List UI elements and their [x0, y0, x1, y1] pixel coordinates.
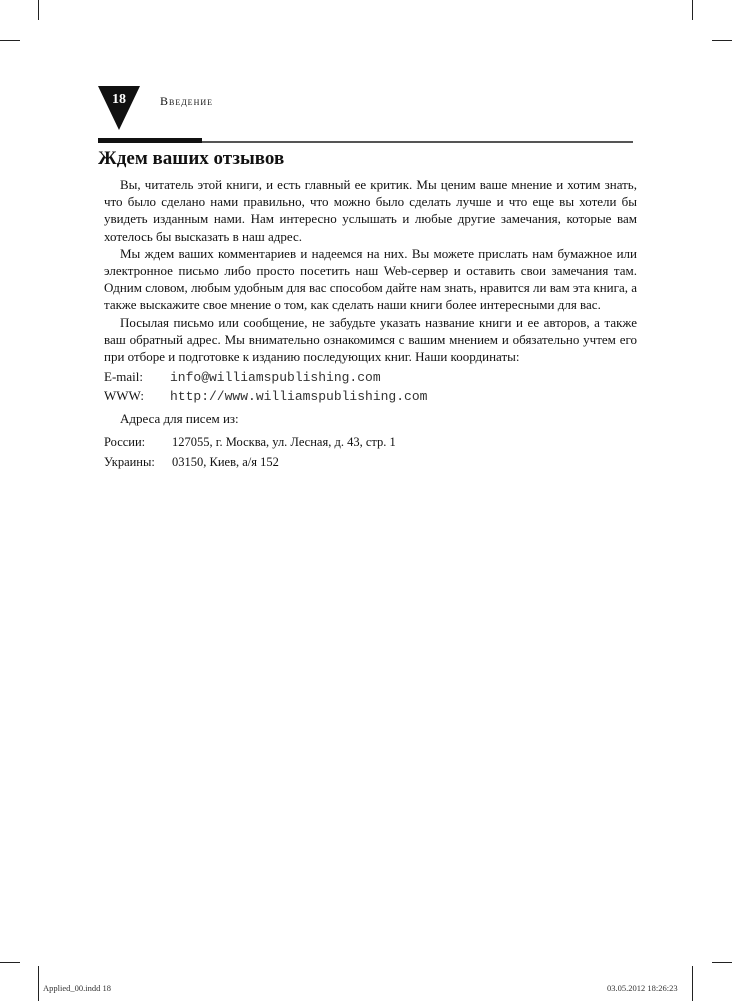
crop-mark	[0, 40, 20, 41]
footer-timestamp: 03.05.2012 18:26:23	[607, 983, 678, 993]
crop-mark	[692, 0, 693, 20]
contacts-list	[104, 369, 637, 407]
crop-mark	[712, 962, 732, 963]
crop-mark	[692, 966, 693, 1001]
address-row	[104, 455, 637, 475]
crop-mark	[38, 0, 39, 20]
mail-heading: Адреса для писем из:	[120, 411, 239, 427]
page-content	[98, 148, 637, 475]
address-label: Украины:	[104, 455, 155, 470]
address-row	[104, 435, 637, 455]
paragraph: Посылая письмо или сообщение, не забудьте указать название книги и ее авторов, а также ваш обратный адрес. Мы внимательно ознакомимся с вашим мнением и обязательно учтем его при отборе и подготовке к изданию последующих книг. Наши координаты:	[104, 314, 637, 365]
crop-mark	[712, 40, 732, 41]
paragraph: Мы ждем ваших комментариев и надеемся на них. Вы можете прислать нам бумажное или электронное письмо либо просто посетить наш Web-сервер и оставить свои замечания там. Одним словом, любым удобным для вас способом дайте нам знать, нравится ли вам эта книга, а также выскажите свое мнение о том, как сделать наши книги более интересными для вас.	[104, 245, 637, 313]
website-link[interactable]: http://www.williamspublishing.com	[170, 389, 428, 405]
contact-label: WWW:	[104, 388, 144, 404]
address-label: России:	[104, 435, 146, 450]
crop-mark	[38, 966, 39, 1001]
address-value: 127055, г. Москва, ул. Лесная, д. 43, стр. 1	[172, 435, 396, 450]
contact-row	[104, 388, 637, 407]
page-number: 18	[112, 92, 126, 107]
contact-row	[104, 369, 637, 388]
email-link[interactable]: info@williamspublishing.com	[170, 370, 381, 386]
running-title: Введение	[160, 94, 214, 108]
footer-file-info: Applied_00.indd 18	[43, 983, 111, 993]
page-header	[98, 86, 638, 146]
contact-label: E-mail:	[104, 369, 143, 385]
section-title: Ждем ваших отзывов	[98, 148, 285, 169]
crop-mark	[0, 962, 20, 963]
header-rule-accent	[98, 138, 202, 143]
paragraph: Вы, читатель этой книги, и есть главный ее критик. Мы ценим ваше мнение и хотим знать, что было сделано нами правильно, что можно было сделать лучше и что еще вы хотели бы увидеть изданным нами. Нам интересно услышать и любые другие замечания, которые вам хотелось бы высказать в наш адрес.	[104, 177, 637, 244]
address-value: 03150, Киев, а/я 152	[172, 455, 279, 470]
